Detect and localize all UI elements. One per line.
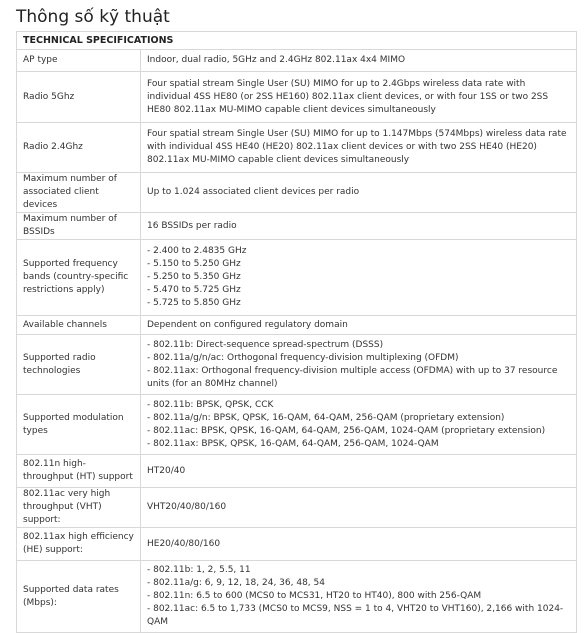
table-row	[17, 213, 577, 240]
data-rate-list	[147, 564, 570, 629]
table-header-row	[17, 32, 577, 50]
list-item: - 802.11b: Direct-sequence spread-spectrum (DSSS)	[147, 339, 384, 350]
table-row	[17, 316, 577, 335]
row-label: Maximum number of BSSIDs	[17, 213, 141, 240]
row-label: AP type	[17, 50, 141, 72]
table-row	[17, 455, 577, 488]
table-row	[17, 173, 577, 213]
table-row	[17, 50, 577, 72]
list-item: - 802.11a/g: 6, 9, 12, 18, 24, 36, 48, 54	[147, 578, 325, 588]
list-item: - 802.11b: 1, 2, 5.5, 11	[147, 565, 251, 575]
row-label: 802.11ac very high throughput (VHT) support:	[17, 488, 141, 528]
list-item: - 802.11a/g/n: BPSK, QPSK, 16-QAM, 64-QAM, 256-QAM (proprietary extension)	[147, 412, 505, 423]
radio-technology-list	[147, 339, 570, 391]
row-value: Up to 1.024 associated client devices per radio	[141, 173, 577, 213]
row-label: Maximum number of associated client devices	[17, 173, 141, 213]
list-item: - 802.11a/g/n/ac: Orthogonal frequency-division multiplexing (OFDM)	[147, 352, 459, 363]
list-item: - 802.11b: BPSK, QPSK, CCK	[147, 399, 274, 410]
specifications-table	[16, 31, 577, 633]
row-value: HE20/40/80/160	[141, 528, 577, 561]
table-header: TECHNICAL SPECIFICATIONS	[17, 32, 577, 50]
list-item: - 5.470 to 5.725 GHz	[147, 285, 241, 295]
row-label: Supported data rates (Mbps):	[17, 561, 141, 633]
row-value	[141, 561, 577, 633]
table-row	[17, 240, 577, 316]
row-value: Four spatial stream Single User (SU) MIMO for up to 2.4Gbps wireless data rate with individual 4SS HE80 (or 2SS HE160) 802.11ax client devices, or with four 1SS or two 2SS HE80 802.11ax MU-MIMO capable client devices simultaneously	[141, 72, 577, 123]
row-label: 802.11ax high efficiency (HE) support:	[17, 528, 141, 561]
table-row	[17, 123, 577, 173]
row-value: Dependent on configured regulatory domain	[141, 316, 577, 335]
row-value: VHT20/40/80/160	[141, 488, 577, 528]
list-item: - 5.725 to 5.850 GHz	[147, 298, 241, 308]
table-row	[17, 528, 577, 561]
table-row	[17, 72, 577, 123]
list-item: - 802.11ax: BPSK, QPSK, 16-QAM, 64-QAM, 256-QAM, 1024-QAM	[147, 438, 439, 449]
list-item: - 802.11n: 6.5 to 600 (MCS0 to MCS31, HT20 to HT40), 800 with 256-QAM	[147, 591, 482, 601]
row-value: Four spatial stream Single User (SU) MIMO for up to 1.147Mbps (574Mbps) wireless data rate with individual 4SS HE40 (HE20) 802.11ax client devices or with two 2SS HE40 (HE20) 802.11ax MU-MIMO capable client devices simultaneously	[141, 123, 577, 173]
list-item: - 802.11ac: 6.5 to 1,733 (MCS0 to MCS9, NSS = 1 to 4, VHT20 to VHT160), 2,166 with 1024-QAM	[147, 604, 564, 627]
modulation-type-list	[147, 399, 570, 451]
table-row	[17, 395, 577, 455]
list-item: - 5.150 to 5.250 GHz	[147, 259, 241, 269]
list-item: - 2.400 to 2.4835 GHz	[147, 246, 247, 256]
row-value	[141, 395, 577, 455]
row-label: Supported radio technologies	[17, 335, 141, 395]
page-title: Thông số kỹ thuật	[16, 7, 170, 27]
row-value	[141, 240, 577, 316]
row-value: 16 BSSIDs per radio	[141, 213, 577, 240]
row-value	[141, 335, 577, 395]
row-label: Supported frequency bands (country-specific restrictions apply)	[17, 240, 141, 316]
row-value: HT20/40	[141, 455, 577, 488]
row-label: Radio 2.4Ghz	[17, 123, 141, 173]
frequency-band-list	[147, 245, 570, 310]
row-label: 802.11n high-throughput (HT) support	[17, 455, 141, 488]
table-row	[17, 488, 577, 528]
row-value: Indoor, dual radio, 5GHz and 2.4GHz 802.11ax 4x4 MIMO	[141, 50, 577, 72]
list-item: - 802.11ac: BPSK, QPSK, 16-QAM, 64-QAM, 256-QAM, 1024-QAM (proprietary extension)	[147, 425, 546, 436]
row-label: Available channels	[17, 316, 141, 335]
list-item: - 802.11ax: Orthogonal frequency-division multiple access (OFDMA) with up to 37 resource units (for an 80MHz channel)	[147, 365, 558, 389]
table-row	[17, 561, 577, 633]
row-label: Supported modulation types	[17, 395, 141, 455]
table-row	[17, 335, 577, 395]
row-label: Radio 5Ghz	[17, 72, 141, 123]
list-item: - 5.250 to 5.350 GHz	[147, 272, 241, 282]
